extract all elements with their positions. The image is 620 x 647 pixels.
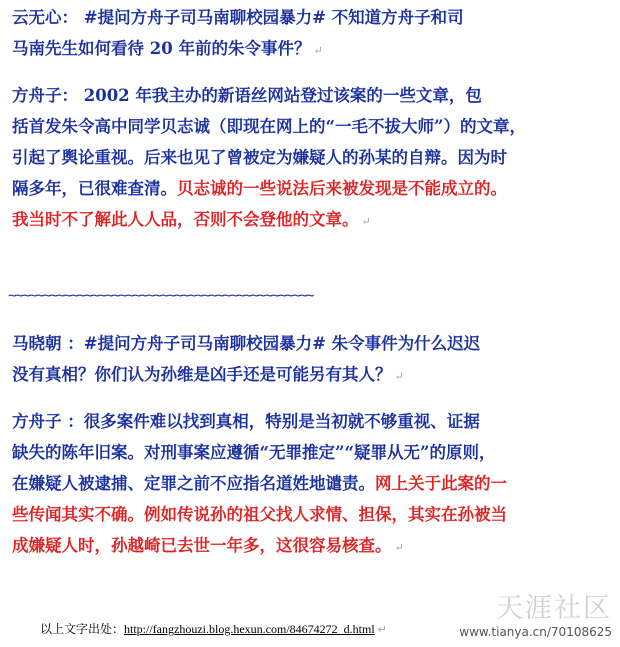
text-line	[12, 111, 612, 142]
paragraph-question-1	[12, 2, 612, 66]
body-text: 隔多年，已很难查清。	[12, 179, 177, 198]
watermark-logo: 天涯社区	[496, 593, 612, 624]
body-text: 方舟子： 2002 年我主办的新语丝网站登过该案的一些文章，包	[12, 86, 482, 105]
paragraph-mark: ↵	[377, 623, 387, 636]
body-text: 马晓朝 ：#提问方舟子司马南聊校园暴力# 朱令事件为什么迟迟	[12, 334, 481, 353]
text-line	[12, 406, 612, 437]
body-text: 引起了舆论重视。后来也见了曾被定为嫌疑人的孙某的自辩。因为时	[12, 148, 507, 167]
body-text: 没有真相？你们认为孙维是凶手还是可能另有其人？	[12, 365, 392, 384]
text-line	[12, 142, 612, 173]
source-label: 以上文字出处：	[40, 622, 125, 636]
paragraph-answer-2	[12, 406, 612, 563]
body-text: 方舟子 ：很多案件难以找到真相，特别是当初就不够重视、证据	[12, 412, 480, 431]
text-line	[12, 530, 612, 563]
text-line	[12, 173, 612, 204]
separator-line: ~~~~~~~~~~~~~~~~~~~~~~~~~~~~~~~~~~~~~~~~~~~~	[8, 288, 313, 304]
highlighted-text: 网上关于此案的一	[375, 474, 507, 493]
text-line	[12, 204, 612, 237]
source-link[interactable]: http://fangzhouzi.blog.hexun.com/84674272_d.html	[124, 622, 375, 636]
paragraph-mark: ↵	[394, 541, 404, 554]
paragraph-mark: ↵	[361, 215, 371, 228]
paragraph-question-2	[12, 328, 612, 392]
highlighted-text: 成嫌疑人时，孙越崎已去世一年多，这很容易核查。	[12, 536, 392, 555]
paragraph-answer-1	[12, 80, 612, 237]
highlighted-text: 贝志诚的一些说法后来被发现是不能成立的。	[177, 179, 507, 198]
highlighted-text: 我当时不了解此人人品，否则不会登他的文章。	[12, 210, 359, 229]
tianya-watermark	[459, 594, 612, 640]
body-text: 在嫌疑人被逮捕、定罪之前不应指名道姓地谴责。	[12, 474, 375, 493]
highlighted-text: 些传闻其实不确。例如传说孙的祖父找人求情、担保，其实在孙被当	[12, 505, 507, 524]
text-line	[12, 2, 612, 33]
body-text: 缺失的陈年旧案。对刑事案应遵循“无罪推定”“疑罪从无”的原则，	[12, 443, 496, 462]
paragraph-mark: ↵	[313, 44, 323, 57]
body-text: 马南先生如何看待 20 年前的朱令事件？	[12, 39, 311, 58]
body-text: 云无心： #提问方舟子司马南聊校园暴力# 不知道方舟子和司	[12, 8, 464, 27]
text-line	[12, 499, 612, 530]
text-line	[12, 359, 612, 392]
watermark-url: www.tianya.cn/70108625	[459, 625, 612, 639]
text-line	[12, 468, 612, 499]
text-line	[12, 437, 612, 468]
paragraph-mark: ↵	[394, 370, 404, 383]
text-line	[12, 328, 612, 359]
source-citation	[40, 620, 387, 637]
text-line	[12, 33, 612, 66]
body-text: 括首发朱令高中同学贝志诚（即现在网上的“一毛不拔大师”）的文章，	[12, 117, 526, 136]
text-line	[12, 80, 612, 111]
